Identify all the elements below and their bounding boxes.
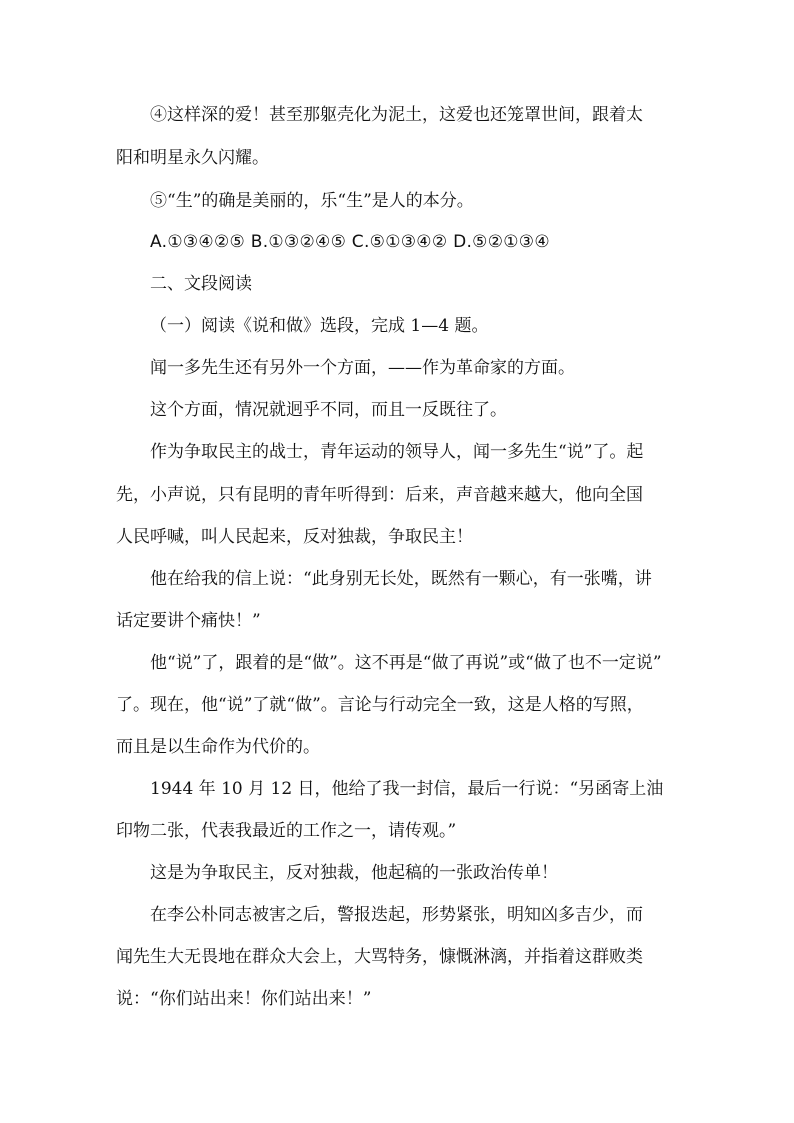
text-line: 这个方面，情况就迥乎不同，而且一反既往了。 xyxy=(150,400,507,420)
text-line: 这是为争取民主，反对独裁，他起稿的一张政治传单！ xyxy=(150,863,558,883)
text-line: 他“说”了，跟着的是“做”。这不再是“做了再说”或“做了也不一定说” xyxy=(150,653,662,673)
text-line: 说：“你们站出来！你们站出来！” xyxy=(116,989,372,1009)
text-line: 阳和明星永久闪耀。 xyxy=(116,148,269,168)
sub-heading: （一）阅读《说和做》选段，完成 1—4 题。 xyxy=(150,316,489,336)
text-line: ④这样深的爱！甚至那躯壳化为泥土，这爱也还笼罩世间，跟着太 xyxy=(150,105,643,125)
text-line: 作为争取民主的战士，青年运动的领导人，闻一多先生“说”了。起 xyxy=(150,442,644,462)
text-line: 而且是以生命作为代价的。 xyxy=(116,737,320,757)
text-line: 印物二张，代表我最近的工作之一，请传观。” xyxy=(116,821,457,841)
text-line: 了。现在，他“说”了就“做”。言论与行动完全一致，这是人格的写照， xyxy=(116,695,644,715)
text-line: 人民呼喊，叫人民起来，反对独裁，争取民主！ xyxy=(116,527,473,547)
text-line: 先，小声说，只有昆明的青年听得到：后来，声音越来越大，他向全国 xyxy=(116,485,643,505)
text-line: 在李公朴同志被害之后，警报迭起，形势紧张，明知凶多吉少，而 xyxy=(150,905,643,925)
section-heading: 二、文段阅读 xyxy=(150,274,252,294)
text-line: 他在给我的信上说：“此身别无长处，既然有一颗心，有一张嘴，讲 xyxy=(150,569,652,589)
text-line: ⑤“生”的确是美丽的，乐“生”是人的本分。 xyxy=(150,191,474,211)
text-line: 话定要讲个痛快！” xyxy=(116,611,261,631)
text-line: 闻一多先生还有另外一个方面，——作为革命家的方面。 xyxy=(150,358,575,378)
text-line: 闻先生大无畏地在群众大会上，大骂特务，慷慨淋漓，并指着这群败类 xyxy=(116,947,643,967)
text-line: 1944 年 10 月 12 日，他给了我一封信，最后一行说：“另函寄上油 xyxy=(150,779,664,799)
answer-choices: A.①③④②⑤ B.①③②④⑤ C.⑤①③④② D.⑤②①③④ xyxy=(150,232,550,252)
